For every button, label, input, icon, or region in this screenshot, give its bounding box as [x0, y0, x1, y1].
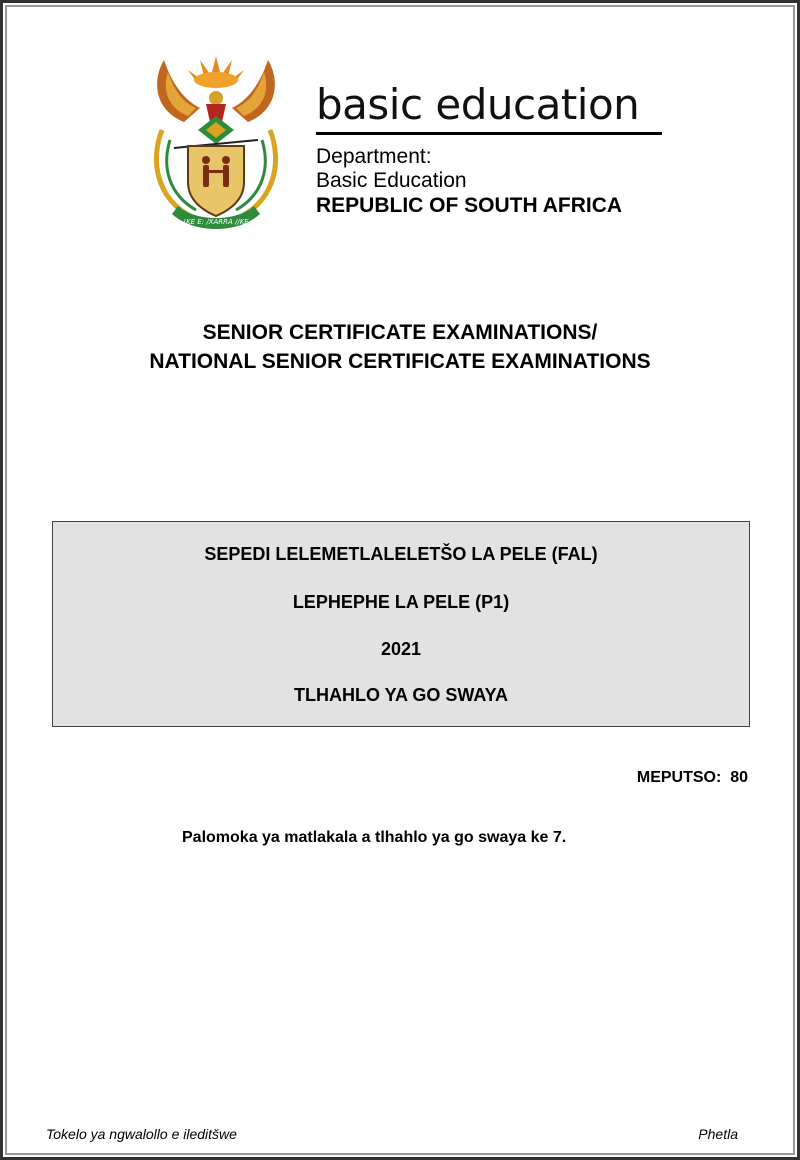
exam-year: 2021: [380, 639, 422, 659]
exam-title-line-1: SENIOR CERTIFICATE EXAMINATIONS/: [202, 321, 598, 344]
brand-underline: [316, 132, 662, 135]
total-marks: MEPUTSO: 80: [636, 769, 748, 786]
subject-name: SEPEDI LELEMETLALELETŠO LA PELE (FAL): [204, 544, 598, 564]
document-type: TLHAHLO YA GO SWAYA: [293, 685, 509, 705]
page-count-note: Palomoka ya matlakala a tlhahlo ya go swaya ke 7.: [182, 829, 567, 846]
department-label: Department:: [316, 145, 432, 168]
exam-title: [0, 318, 800, 376]
department-name: Basic Education: [316, 169, 467, 192]
copyright-notice: Tokelo ya ngwalollo e ileditšwe: [46, 1126, 237, 1142]
coat-of-arms-logo: [144, 50, 288, 232]
country-name: REPUBLIC OF SOUTH AFRICA: [316, 194, 623, 217]
department-brand: basic education: [316, 80, 640, 129]
paper-number: LEPHEPHE LA PELE (P1): [292, 592, 510, 612]
exam-title-line-2: NATIONAL SENIOR CERTIFICATE EXAMINATIONS: [149, 350, 651, 373]
subject-box: [52, 521, 750, 727]
department-heading: [316, 80, 666, 218]
turn-over-note: Phetla: [698, 1126, 738, 1142]
motto-text: !KE E: /XARRA //KE: [183, 218, 249, 226]
